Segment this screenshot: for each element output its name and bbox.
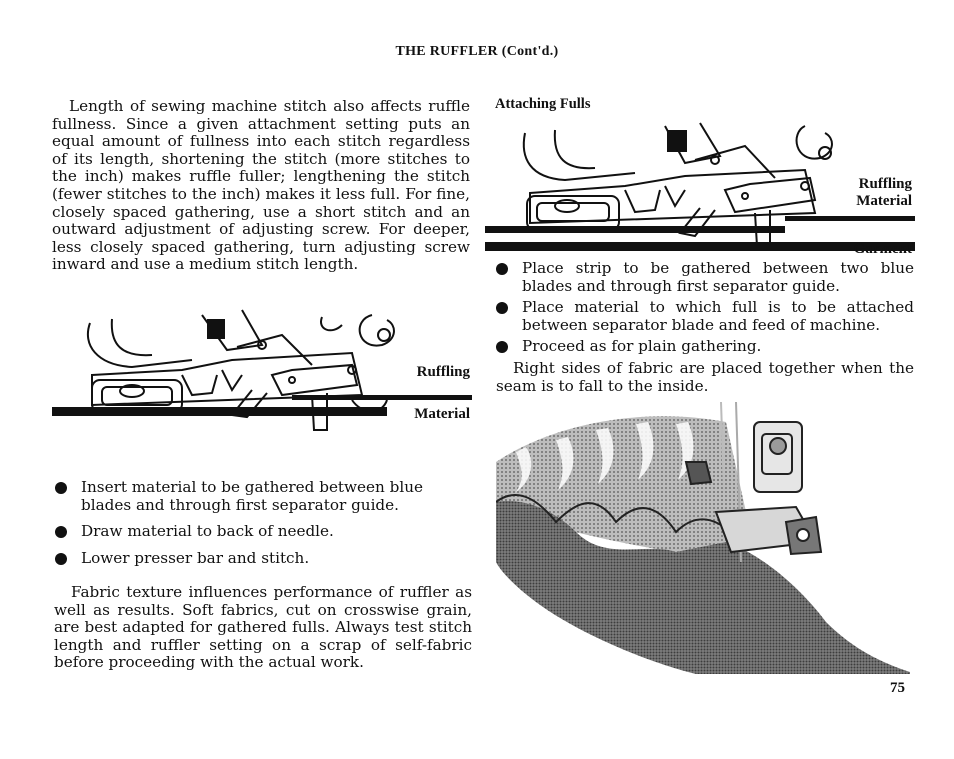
page-number: 75 [890,680,905,696]
right-bullet-list [496,260,914,360]
attaching-fulls-heading: Attaching Fulls [495,96,591,112]
left-label-material: Material [414,406,470,422]
bullet-icon [55,526,67,538]
page-title: THE RUFFLER (Cont'd.) [395,44,559,59]
list-item: Place strip to be gathered between two blue blades and through first separator guide. [496,260,914,295]
left-bullet-list [55,479,471,576]
intro-paragraph: Length of sewing machine stitch also affects ruffle fullness. Since a given attachment setting puts an equal amount of fullness into each stitch regardless of its length, shortening the stitch (more stitches to the inch) makes ruffle fuller; lengthening the stitch (fewer stitches to the inch) makes it less full. For fine, closely spaced gathering, use a short stitch and an outward adjustment of adjusting screw. For deeper, less closely spaced gathering, turn adjusting screw inward and use a medium stitch length. [52,97,470,274]
left-label-ruffling: Ruffling [416,364,470,380]
bullet-icon [496,263,508,275]
bullet-icon [496,341,508,353]
list-item: Place material to which full is to be attached between separator blade and feed of machine. [496,299,914,334]
list-item: Lower presser bar and stitch. [55,550,471,568]
ruffler-photo [496,402,910,674]
bullet-icon [55,482,67,494]
list-item: Proceed as for plain gathering. [496,338,914,356]
closing-paragraph: Fabric texture influences performance of ruffler as well as results. Soft fabrics, cut on crosswise grain, are best adapted for gathered fulls. Always test stitch length and ruffler setting on a scrap of self-fabric before proceeding with the actual work. [54,583,472,672]
list-item: Insert material to be gathered between blue blades and through first separator guide. [55,479,471,514]
right-label-material: Material [856,193,912,209]
bullet-icon [496,302,508,314]
list-item: Draw material to back of needle. [55,523,471,541]
right-note-paragraph: Right sides of fabric are placed together when the seam is to fall to the inside. [496,359,914,395]
right-label-garment: Garment [853,241,912,257]
right-label-ruffling: Ruffling [858,176,912,192]
bullet-icon [55,553,67,565]
